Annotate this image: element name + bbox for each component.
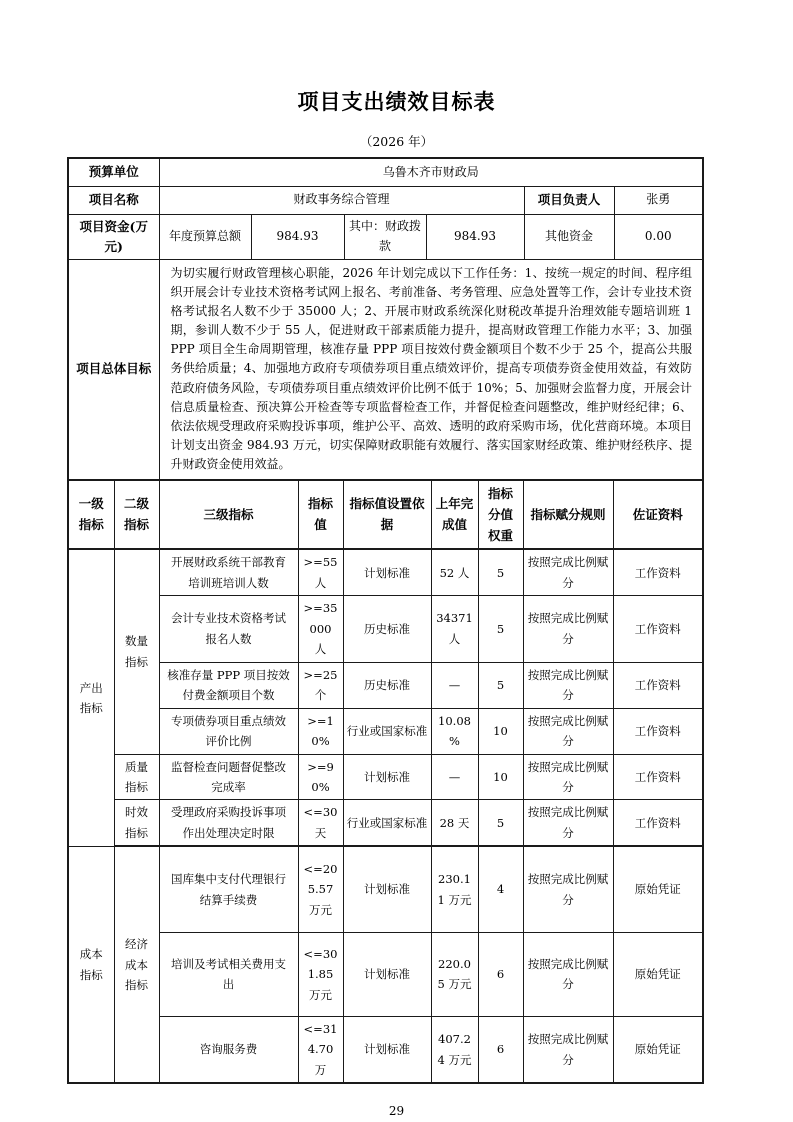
cell-rule: 按照完成比例赋分 bbox=[523, 662, 613, 708]
table-row bbox=[68, 596, 703, 662]
header-evidence: 佐证资料 bbox=[613, 480, 703, 550]
cell-last-year: 52 人 bbox=[431, 549, 478, 595]
cell-weight: 10 bbox=[478, 708, 523, 754]
table-row bbox=[68, 932, 703, 1016]
cell-weight: 5 bbox=[478, 662, 523, 708]
group-cost-cell: 成本指标 bbox=[68, 846, 114, 1083]
cell-last-year: 34371 人 bbox=[431, 596, 478, 662]
cell-level3: 核准存量 PPP 项目按效付费金额项目个数 bbox=[159, 662, 298, 708]
cell-value: >=35000 人 bbox=[298, 596, 343, 662]
cell-weight: 10 bbox=[478, 754, 523, 800]
cell-level3: 咨询服务费 bbox=[159, 1016, 298, 1083]
project-funds-label-cell: 项目资金(万元) bbox=[68, 214, 159, 259]
cell-last-year: — bbox=[431, 754, 478, 800]
fiscal-allocation-value-cell: 984.93 bbox=[426, 214, 524, 259]
page-subtitle: （2026 年） bbox=[359, 134, 434, 149]
annual-budget-value-cell: 984.93 bbox=[251, 214, 344, 259]
cell-basis: 历史标准 bbox=[343, 596, 431, 662]
page-title: 项目支出绩效目标表 bbox=[297, 89, 496, 114]
header-last-year: 上年完成值 bbox=[431, 480, 478, 550]
cell-rule: 按照完成比例赋分 bbox=[523, 800, 613, 846]
table-row bbox=[68, 549, 703, 595]
cell-evidence: 工作资料 bbox=[613, 549, 703, 595]
cell-last-year: 10.08 % bbox=[431, 708, 478, 754]
overall-goal-label-cell: 项目总体目标 bbox=[68, 259, 159, 480]
cell-level3: 监督检查问题督促整改完成率 bbox=[159, 754, 298, 800]
cell-basis: 计划标准 bbox=[343, 549, 431, 595]
header-basis: 指标值设置依据 bbox=[343, 480, 431, 550]
table-row bbox=[68, 1016, 703, 1083]
cell-rule: 按照完成比例赋分 bbox=[523, 754, 613, 800]
project-info-table bbox=[67, 157, 704, 481]
project-name-label-cell: 项目名称 bbox=[68, 186, 159, 214]
group-timeliness-cell: 时效指标 bbox=[114, 800, 159, 846]
cell-weight: 6 bbox=[478, 932, 523, 1016]
header-rule: 指标赋分规则 bbox=[523, 480, 613, 550]
cell-level3: 专项债券项目重点绩效评价比例 bbox=[159, 708, 298, 754]
cell-evidence: 工作资料 bbox=[613, 596, 703, 662]
annual-budget-label-cell: 年度预算总额 bbox=[159, 214, 251, 259]
indicators-header-row bbox=[68, 480, 703, 550]
cell-basis: 计划标准 bbox=[343, 1016, 431, 1083]
other-funds-label-cell: 其他资金 bbox=[524, 214, 614, 259]
cell-level3: 受理政府采购投诉事项作出处理决定时限 bbox=[159, 800, 298, 846]
table-row bbox=[68, 800, 703, 846]
cell-evidence: 工作资料 bbox=[613, 800, 703, 846]
header-level3: 三级指标 bbox=[159, 480, 298, 550]
budget-unit-label-cell: 预算单位 bbox=[68, 158, 159, 186]
cell-value: >=10% bbox=[298, 708, 343, 754]
cell-basis: 行业或国家标准 bbox=[343, 800, 431, 846]
cell-value: >=25 个 bbox=[298, 662, 343, 708]
header-weight: 指标分值权重 bbox=[478, 480, 523, 550]
cell-rule: 按照完成比例赋分 bbox=[523, 549, 613, 595]
cell-level3: 开展财政系统干部教育培训班培训人数 bbox=[159, 549, 298, 595]
cell-value: >=55 人 bbox=[298, 549, 343, 595]
group-economic-cost-cell: 经济成本指标 bbox=[114, 846, 159, 1083]
cell-basis: 历史标准 bbox=[343, 662, 431, 708]
table-row bbox=[68, 259, 703, 480]
cell-rule: 按照完成比例赋分 bbox=[523, 596, 613, 662]
cell-value: <=301.85 万元 bbox=[298, 932, 343, 1016]
header-level2: 二级指标 bbox=[114, 480, 159, 550]
project-name-value-cell: 财政事务综合管理 bbox=[159, 186, 524, 214]
cell-weight: 5 bbox=[478, 800, 523, 846]
cell-level3: 培训及考试相关费用支出 bbox=[159, 932, 298, 1016]
cell-evidence: 工作资料 bbox=[613, 662, 703, 708]
cell-weight: 5 bbox=[478, 549, 523, 595]
cell-last-year: 220.05 万元 bbox=[431, 932, 478, 1016]
project-leader-value-cell: 张勇 bbox=[614, 186, 703, 214]
header-level1: 一级指标 bbox=[68, 480, 114, 550]
table-row bbox=[68, 846, 703, 932]
cell-rule: 按照完成比例赋分 bbox=[523, 932, 613, 1016]
cell-evidence: 原始凭证 bbox=[613, 932, 703, 1016]
cell-level3: 会计专业技术资格考试报名人数 bbox=[159, 596, 298, 662]
table-row bbox=[68, 214, 703, 259]
group-quality-cell: 质量指标 bbox=[114, 754, 159, 800]
table-row bbox=[68, 662, 703, 708]
cell-weight: 6 bbox=[478, 1016, 523, 1083]
cell-basis: 计划标准 bbox=[343, 846, 431, 932]
cell-rule: 按照完成比例赋分 bbox=[523, 708, 613, 754]
table-row bbox=[68, 186, 703, 214]
header-value: 指标值 bbox=[298, 480, 343, 550]
group-output-cell: 产出指标 bbox=[68, 549, 114, 846]
cell-weight: 5 bbox=[478, 596, 523, 662]
cell-basis: 计划标准 bbox=[343, 932, 431, 1016]
cell-value: <=314.70 万 bbox=[298, 1016, 343, 1083]
cell-evidence: 原始凭证 bbox=[613, 1016, 703, 1083]
cell-weight: 4 bbox=[478, 846, 523, 932]
cell-rule: 按照完成比例赋分 bbox=[523, 846, 613, 932]
page-number: 29 bbox=[388, 1104, 405, 1119]
group-quantity-cell: 数量指标 bbox=[114, 549, 159, 754]
overall-goal-text: 为切实履行财政管理核心职能，2026 年计划完成以下工作任务：1、按统一规定的时间、程序组织开展会计专业技术资格考试网上报名、考前准备、考务管理、应急处置等工作，会计专业技术资格考试报名人数不少于 35000 人；2、开展市财政系统深化财税改革提升治理效能专题培训班 1 期，参训人数不少于 55 人，促进财政干部素质能力提升，提高财政管理工作能力水平；3、加强 PPP 项目全生命周期管理，核准存量 PPP 项目按效付费金额项目个数不少于 25 个，提高公共服务供给质量；4、加强地方政府专项债券项目重点绩效评价，提高专项债券资金使用效益，有效防范政府债务风险，专项债券项目重点绩效评价比例不低于 10%；5、加强财会监督力度，开展会计信息质量检查、预决算公开检查等专项监督检查工作，并督促检查问题整改，维护财经纪律；6、依法依规受理政府采购投诉事项，维护公平、高效、透明的政府采购市场，优化营商环境。本项目计划支出资金 984.93 万元，切实保障财政职能有效履行、落实国家财经政策、维护财经秩序、提升财政资金使用效益。 bbox=[159, 259, 703, 480]
cell-last-year: 28 天 bbox=[431, 800, 478, 846]
cell-last-year: 407.24 万元 bbox=[431, 1016, 478, 1083]
table-row bbox=[68, 158, 703, 186]
cell-value: >=90% bbox=[298, 754, 343, 800]
cell-basis: 行业或国家标准 bbox=[343, 708, 431, 754]
other-funds-value-cell: 0.00 bbox=[614, 214, 703, 259]
cell-last-year: 230.11 万元 bbox=[431, 846, 478, 932]
indicators-table bbox=[67, 479, 704, 1085]
cell-level3: 国库集中支付代理银行结算手续费 bbox=[159, 846, 298, 932]
cell-basis: 计划标准 bbox=[343, 754, 431, 800]
cell-evidence: 工作资料 bbox=[613, 754, 703, 800]
cell-rule: 按照完成比例赋分 bbox=[523, 1016, 613, 1083]
fiscal-allocation-label-cell: 其中：财政拨款 bbox=[344, 214, 426, 259]
table-row bbox=[68, 708, 703, 754]
cell-evidence: 工作资料 bbox=[613, 708, 703, 754]
cell-last-year: — bbox=[431, 662, 478, 708]
cell-evidence: 原始凭证 bbox=[613, 846, 703, 932]
budget-unit-value-cell: 乌鲁木齐市财政局 bbox=[159, 158, 703, 186]
table-row bbox=[68, 754, 703, 800]
project-leader-label-cell: 项目负责人 bbox=[524, 186, 614, 214]
cell-value: <=205.57 万元 bbox=[298, 846, 343, 932]
cell-value: <=30 天 bbox=[298, 800, 343, 846]
